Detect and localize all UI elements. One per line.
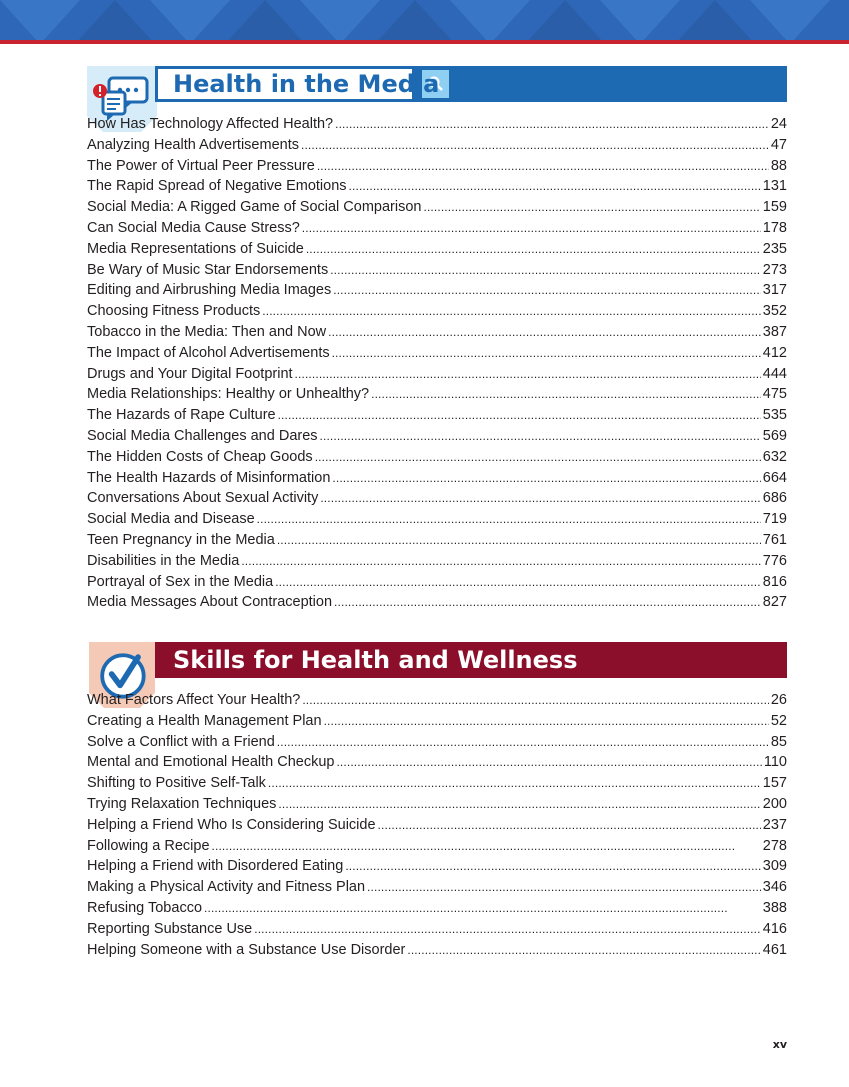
toc-entry-page: 346: [762, 879, 787, 896]
toc-entry-title: Media Messages About Contraception: [87, 594, 333, 611]
toc-entry-title: Be Wary of Music Star Endorsements: [87, 261, 329, 278]
toc-entry[interactable]: [87, 114, 787, 135]
toc-entry-page: 632: [762, 448, 787, 465]
toc-entry-title: Disabilities in the Media: [87, 552, 240, 569]
toc-entry-page: 110: [763, 754, 787, 771]
dot-leader: [254, 919, 761, 940]
toc-entry-page: 200: [762, 795, 787, 812]
toc-entry[interactable]: [87, 426, 787, 447]
toc-entry-title: The Rapid Spread of Negative Emotions: [87, 178, 347, 195]
dot-leader: [302, 218, 761, 239]
toc-entry-title: Teen Pregnancy in the Media: [87, 531, 275, 548]
dot-leader: [334, 592, 761, 613]
toc-entry[interactable]: [87, 384, 787, 405]
toc-entry-page: 444: [762, 365, 787, 382]
triangle-pattern: [0, 0, 849, 44]
media-section-title: Health in the Media: [173, 70, 440, 98]
toc-entry-title: Refusing Tobacco: [87, 899, 203, 916]
dot-leader: [204, 898, 761, 919]
toc-entry-page: 131: [762, 178, 787, 195]
toc-entry[interactable]: [87, 530, 787, 551]
toc-entry[interactable]: [87, 135, 787, 156]
skills-toc-list: [87, 690, 787, 960]
toc-entry-page: 761: [762, 531, 787, 548]
toc-entry-title: The Health Hazards of Misinformation: [87, 469, 331, 486]
toc-entry[interactable]: [87, 572, 787, 593]
dot-leader: [324, 711, 769, 732]
toc-entry-title: Media Relationships: Healthy or Unhealthy?: [87, 386, 370, 403]
toc-entry[interactable]: [87, 405, 787, 426]
banner-red-stripe: [0, 40, 849, 44]
toc-entry[interactable]: [87, 690, 787, 711]
toc-entry-title: Social Media: A Rigged Game of Social Comparison: [87, 199, 422, 216]
toc-entry-page: 475: [762, 386, 787, 403]
toc-entry[interactable]: [87, 815, 787, 836]
toc-entry[interactable]: [87, 794, 787, 815]
dot-leader: [301, 135, 769, 156]
toc-entry-page: 776: [762, 552, 787, 569]
dot-leader: [306, 239, 761, 260]
toc-entry-page: 317: [762, 282, 787, 299]
toc-entry-title: Helping a Friend with Disordered Eating: [87, 858, 344, 875]
dot-leader: [336, 752, 761, 773]
toc-entry[interactable]: [87, 773, 787, 794]
dot-leader: [349, 176, 761, 197]
toc-entry-page: 827: [762, 594, 787, 611]
dot-leader: [241, 551, 760, 572]
dot-leader: [320, 488, 760, 509]
toc-entry-page: 816: [762, 573, 787, 590]
toc-entry-title: How Has Technology Affected Health?: [87, 116, 334, 132]
toc-entry-title: Mental and Emotional Health Checkup: [87, 754, 335, 771]
dot-leader: [302, 690, 769, 711]
toc-entry[interactable]: [87, 322, 787, 343]
toc-entry-page: 159: [762, 199, 787, 216]
dot-leader: [317, 156, 769, 177]
dot-leader: [278, 405, 761, 426]
toc-entry-page: 24: [770, 116, 787, 132]
toc-entry[interactable]: [87, 364, 787, 385]
toc-entry-page: 273: [762, 261, 787, 278]
toc-entry-page: 237: [762, 816, 787, 833]
toc-entry-title: Following a Recipe: [87, 837, 210, 854]
toc-entry[interactable]: [87, 836, 787, 857]
dot-leader: [423, 197, 760, 218]
toc-entry-page: 352: [762, 303, 787, 320]
dot-leader: [275, 572, 761, 593]
toc-entry[interactable]: [87, 898, 787, 919]
toc-entry-title: What Factors Affect Your Health?: [87, 692, 301, 708]
toc-entry-page: 412: [762, 344, 787, 361]
toc-entry[interactable]: [87, 877, 787, 898]
toc-entry-title: The Hidden Costs of Cheap Goods: [87, 448, 313, 465]
toc-entry[interactable]: [87, 488, 787, 509]
toc-entry-page: 388: [762, 899, 787, 916]
toc-entry-title: Solve a Conflict with a Friend: [87, 733, 275, 750]
toc-entry[interactable]: [87, 280, 787, 301]
toc-entry-title: Helping Someone with a Substance Use Disorder: [87, 941, 406, 958]
skills-section-title: Skills for Health and Wellness: [173, 646, 578, 674]
dot-leader: [315, 447, 761, 468]
toc-entry-page: 235: [762, 240, 787, 257]
toc-entry[interactable]: [87, 156, 787, 177]
toc-entry[interactable]: [87, 592, 787, 613]
toc-entry[interactable]: [87, 301, 787, 322]
dot-leader: [332, 343, 761, 364]
toc-entry-title: Tobacco in the Media: Then and Now: [87, 323, 327, 340]
toc-entry-title: Conversations About Sexual Activity: [87, 490, 319, 507]
toc-entry-page: 157: [762, 775, 787, 792]
toc-entry-page: 88: [770, 157, 787, 174]
toc-entry-page: 26: [770, 692, 787, 708]
toc-entry-page: 416: [762, 920, 787, 937]
toc-entry-title: Analyzing Health Advertisements: [87, 136, 299, 153]
top-banner: [0, 0, 849, 44]
toc-entry-title: Portrayal of Sex in the Media: [87, 573, 274, 590]
toc-entry-title: Choosing Fitness Products: [87, 303, 261, 320]
toc-entry-page: 178: [762, 219, 787, 236]
dot-leader: [332, 468, 760, 489]
dot-leader: [277, 732, 769, 753]
dot-leader: [257, 509, 761, 530]
toc-entry-title: Shifting to Positive Self-Talk: [87, 775, 266, 792]
page-number: xv: [772, 1038, 787, 1051]
toc-entry[interactable]: [87, 218, 787, 239]
toc-entry-page: 461: [762, 941, 787, 958]
toc-entry[interactable]: [87, 468, 787, 489]
dot-leader: [295, 364, 761, 385]
toc-entry-title: Social Media and Disease: [87, 511, 255, 528]
toc-entry[interactable]: [87, 919, 787, 940]
toc-entry[interactable]: [87, 856, 787, 877]
toc-entry-page: 387: [762, 323, 787, 340]
dot-leader: [268, 773, 761, 794]
toc-entry-title: Making a Physical Activity and Fitness Plan: [87, 879, 366, 896]
toc-entry[interactable]: [87, 551, 787, 572]
toc-entry[interactable]: [87, 176, 787, 197]
toc-entry-title: Reporting Substance Use: [87, 920, 253, 937]
dot-leader: [320, 426, 761, 447]
dot-leader: [278, 794, 760, 815]
toc-entry[interactable]: [87, 940, 787, 961]
toc-entry[interactable]: [87, 239, 787, 260]
toc-entry-title: Drugs and Your Digital Footprint: [87, 365, 293, 382]
toc-entry[interactable]: [87, 197, 787, 218]
dot-leader: [367, 877, 761, 898]
toc-entry-page: 309: [762, 858, 787, 875]
dot-leader: [335, 114, 769, 135]
dot-leader: [212, 836, 761, 857]
dot-leader: [328, 322, 761, 343]
toc-entry-page: 664: [762, 469, 787, 486]
toc-entry[interactable]: [87, 732, 787, 753]
toc-entry[interactable]: [87, 509, 787, 530]
toc-entry-page: 535: [762, 407, 787, 424]
toc-entry-title: The Impact of Alcohol Advertisements: [87, 344, 330, 361]
dot-leader: [262, 301, 761, 322]
toc-entry-title: Creating a Health Management Plan: [87, 712, 322, 729]
media-toc-list: [87, 114, 787, 613]
toc-entry[interactable]: [87, 711, 787, 732]
dot-leader: [378, 815, 761, 836]
dot-leader: [333, 280, 761, 301]
toc-entry-title: Media Representations of Suicide: [87, 240, 304, 257]
toc-entry-title: The Hazards of Rape Culture: [87, 407, 276, 424]
toc-entry-page: 686: [762, 490, 787, 507]
dot-leader: [407, 940, 760, 961]
toc-entry-page: 278: [762, 837, 787, 854]
toc-entry-page: 719: [762, 511, 787, 528]
toc-entry-title: Helping a Friend Who Is Considering Suicide: [87, 816, 376, 833]
toc-entry[interactable]: [87, 447, 787, 468]
toc-entry-title: Trying Relaxation Techniques: [87, 795, 277, 812]
toc-entry-page: 52: [770, 712, 787, 729]
dot-leader: [371, 384, 761, 405]
toc-entry-page: 47: [770, 136, 787, 153]
toc-entry-title: Editing and Airbrushing Media Images: [87, 282, 332, 299]
dot-leader: [330, 260, 761, 281]
toc-entry-title: The Power of Virtual Peer Pressure: [87, 157, 315, 174]
dot-leader: [277, 530, 761, 551]
toc-entry-page: 85: [770, 733, 787, 750]
toc-entry[interactable]: [87, 260, 787, 281]
toc-entry-page: 569: [762, 427, 787, 444]
dot-leader: [345, 856, 760, 877]
toc-entry[interactable]: [87, 343, 787, 364]
toc-entry[interactable]: [87, 752, 787, 773]
toc-entry-title: Social Media Challenges and Dares: [87, 427, 318, 444]
toc-entry-title: Can Social Media Cause Stress?: [87, 219, 300, 236]
